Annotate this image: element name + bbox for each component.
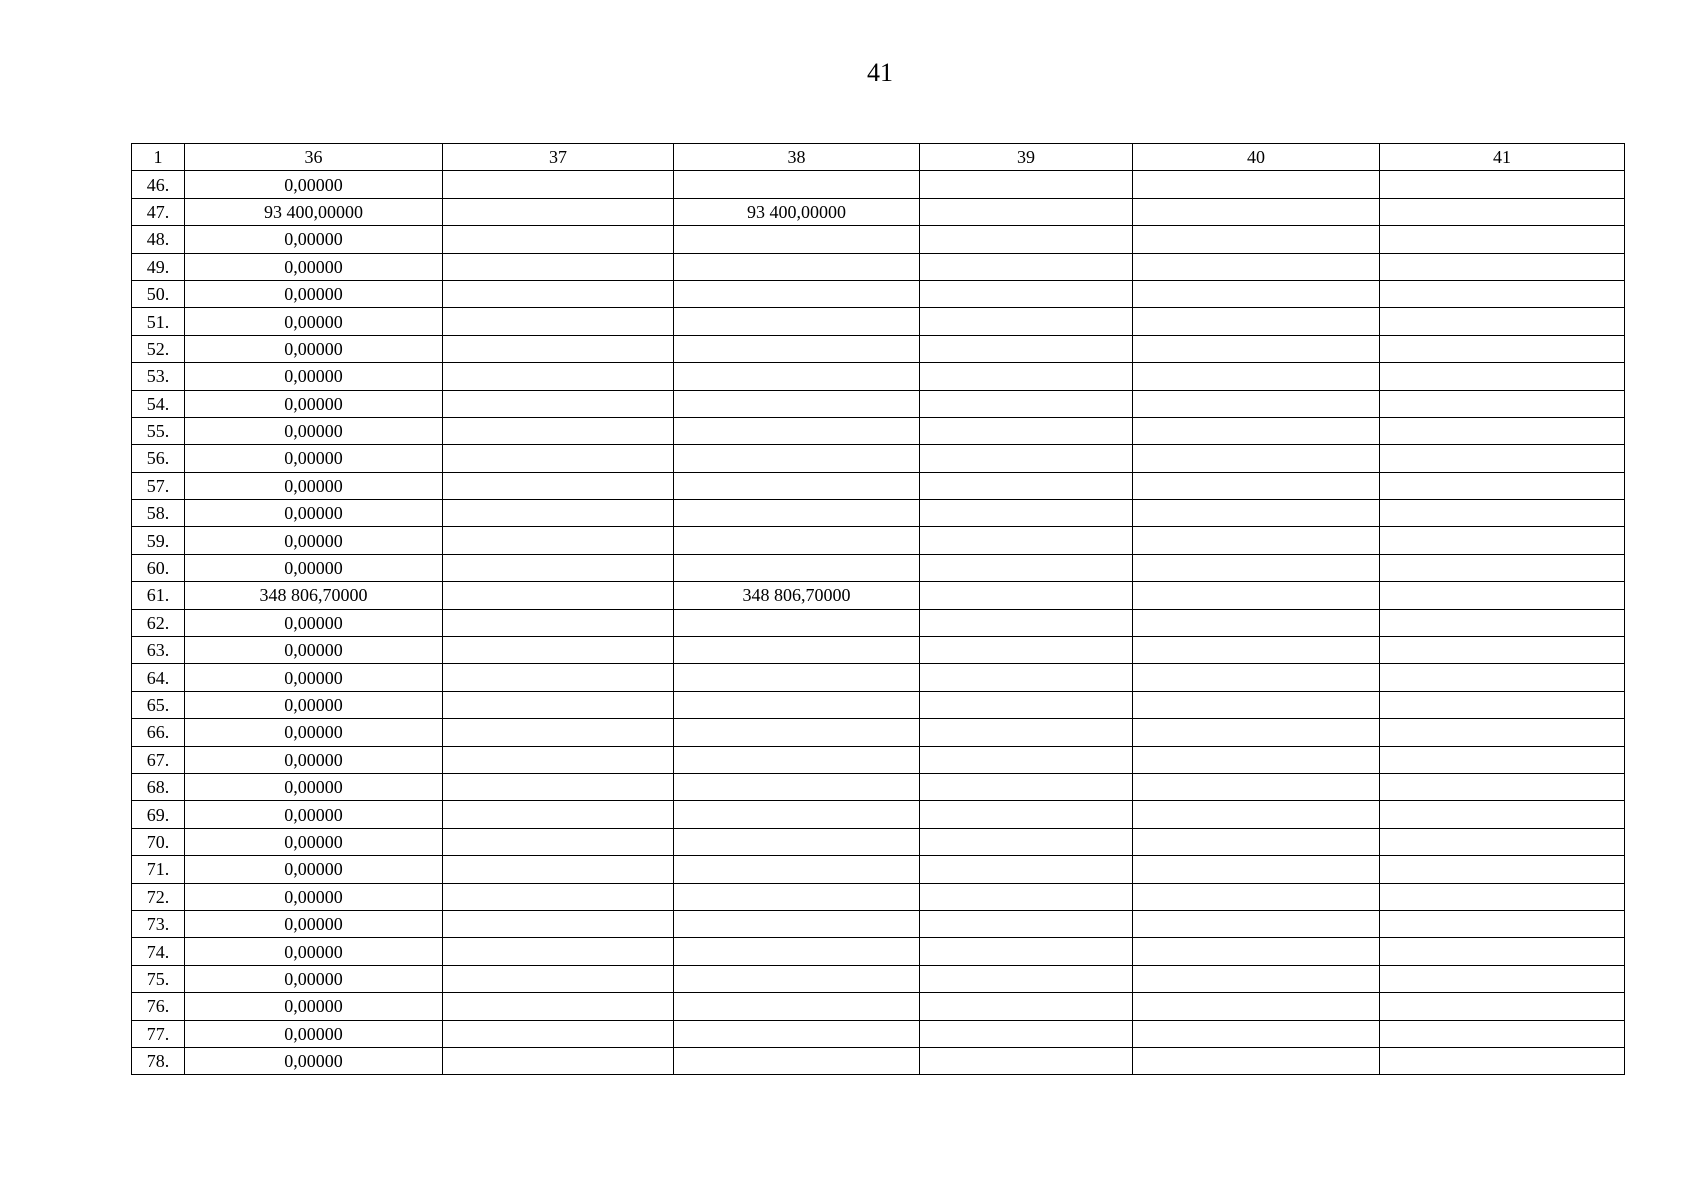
header-cell: 1	[132, 144, 185, 171]
table-cell: 0,00000	[185, 801, 443, 828]
table-cell	[1133, 637, 1380, 664]
table-cell	[920, 637, 1133, 664]
table-cell: 0,00000	[185, 417, 443, 444]
row-number-cell: 58.	[132, 500, 185, 527]
table-cell	[443, 1047, 674, 1074]
table-cell	[920, 883, 1133, 910]
table-row	[132, 226, 1625, 253]
table-cell	[920, 363, 1133, 390]
row-number-cell: 64.	[132, 664, 185, 691]
table-cell	[443, 856, 674, 883]
table-cell	[1133, 582, 1380, 609]
table-cell	[443, 910, 674, 937]
header-cell: 39	[920, 144, 1133, 171]
table-row	[132, 445, 1625, 472]
table-cell: 0,00000	[185, 226, 443, 253]
table-cell	[920, 198, 1133, 225]
table-row	[132, 171, 1625, 198]
table-cell: 0,00000	[185, 883, 443, 910]
row-number-cell: 70.	[132, 828, 185, 855]
row-number-cell: 61.	[132, 582, 185, 609]
table-cell	[920, 719, 1133, 746]
table-cell	[1380, 856, 1625, 883]
row-number-cell: 52.	[132, 335, 185, 362]
table-cell: 0,00000	[185, 280, 443, 307]
table-cell	[674, 445, 920, 472]
table-cell	[1133, 171, 1380, 198]
table-cell	[443, 390, 674, 417]
header-cell: 40	[1133, 144, 1380, 171]
table-cell	[1380, 582, 1625, 609]
table-cell	[1133, 828, 1380, 855]
table-cell	[674, 993, 920, 1020]
table-cell	[1380, 609, 1625, 636]
table-cell	[1133, 198, 1380, 225]
table-cell	[674, 801, 920, 828]
table-cell: 0,00000	[185, 910, 443, 937]
table-cell	[1380, 500, 1625, 527]
row-number-cell: 74.	[132, 938, 185, 965]
table-cell	[1133, 801, 1380, 828]
table-cell	[920, 582, 1133, 609]
table-cell	[920, 308, 1133, 335]
table-cell	[1133, 280, 1380, 307]
table-row	[132, 965, 1625, 992]
table-cell	[920, 417, 1133, 444]
table-cell	[1380, 691, 1625, 718]
table-cell: 0,00000	[185, 308, 443, 335]
table-cell: 0,00000	[185, 363, 443, 390]
table-cell	[1380, 198, 1625, 225]
table-cell	[1380, 417, 1625, 444]
table-row	[132, 664, 1625, 691]
table-cell	[674, 828, 920, 855]
table-cell	[674, 363, 920, 390]
table-cell	[443, 500, 674, 527]
header-cell: 36	[185, 144, 443, 171]
table-cell: 0,00000	[185, 719, 443, 746]
table-cell	[1380, 280, 1625, 307]
table-cell	[1380, 445, 1625, 472]
table-cell	[1380, 554, 1625, 581]
table-cell	[443, 363, 674, 390]
table-cell	[1380, 1020, 1625, 1047]
table-cell	[674, 335, 920, 362]
table-cell	[674, 1020, 920, 1047]
table-cell	[443, 719, 674, 746]
table-cell	[920, 335, 1133, 362]
table-cell: 0,00000	[185, 472, 443, 499]
table-cell	[1133, 609, 1380, 636]
table-cell: 0,00000	[185, 965, 443, 992]
table-cell	[443, 883, 674, 910]
table-row	[132, 198, 1625, 225]
table-cell	[920, 609, 1133, 636]
table-row	[132, 801, 1625, 828]
table-cell	[1133, 1020, 1380, 1047]
table-cell	[920, 910, 1133, 937]
table-cell	[1380, 637, 1625, 664]
table-cell	[674, 253, 920, 280]
row-number-cell: 46.	[132, 171, 185, 198]
table-cell	[920, 226, 1133, 253]
table-row	[132, 609, 1625, 636]
table-cell: 0,00000	[185, 993, 443, 1020]
table-cell	[674, 938, 920, 965]
row-number-cell: 49.	[132, 253, 185, 280]
table-cell: 0,00000	[185, 828, 443, 855]
table-cell	[1380, 910, 1625, 937]
table-cell	[443, 609, 674, 636]
table-cell	[1380, 226, 1625, 253]
table-cell	[1133, 417, 1380, 444]
row-number-cell: 72.	[132, 883, 185, 910]
table-row	[132, 472, 1625, 499]
table-cell	[674, 390, 920, 417]
table-row	[132, 554, 1625, 581]
table-cell	[443, 938, 674, 965]
table-cell	[1133, 664, 1380, 691]
row-number-cell: 75.	[132, 965, 185, 992]
table-cell	[1133, 883, 1380, 910]
table-cell: 0,00000	[185, 171, 443, 198]
table-cell	[920, 801, 1133, 828]
table-cell: 0,00000	[185, 609, 443, 636]
table-cell	[443, 1020, 674, 1047]
table-cell: 348 806,70000	[185, 582, 443, 609]
table-cell	[920, 554, 1133, 581]
table-cell	[1380, 472, 1625, 499]
table-cell	[443, 445, 674, 472]
table-cell	[920, 280, 1133, 307]
table-cell	[1133, 527, 1380, 554]
table-cell	[1133, 773, 1380, 800]
table-cell	[1133, 554, 1380, 581]
data-table	[131, 143, 1625, 1075]
table-cell	[1133, 993, 1380, 1020]
table-cell: 0,00000	[185, 691, 443, 718]
table-cell	[920, 691, 1133, 718]
table-cell	[1380, 773, 1625, 800]
table-cell	[1133, 472, 1380, 499]
table-cell: 0,00000	[185, 1047, 443, 1074]
row-number-cell: 60.	[132, 554, 185, 581]
table-cell	[1133, 363, 1380, 390]
table-cell	[443, 582, 674, 609]
table-cell	[1133, 938, 1380, 965]
table-cell	[1380, 801, 1625, 828]
table-cell	[674, 746, 920, 773]
table-cell	[674, 1047, 920, 1074]
table-row	[132, 883, 1625, 910]
table-cell	[920, 773, 1133, 800]
table-cell	[674, 965, 920, 992]
table-cell	[443, 993, 674, 1020]
table-cell	[674, 308, 920, 335]
table-cell: 0,00000	[185, 637, 443, 664]
table-cell	[1133, 1047, 1380, 1074]
table-row	[132, 910, 1625, 937]
table-row	[132, 363, 1625, 390]
table-cell	[920, 500, 1133, 527]
table-cell	[674, 417, 920, 444]
table-cell: 0,00000	[185, 253, 443, 280]
row-number-cell: 76.	[132, 993, 185, 1020]
table-cell	[920, 938, 1133, 965]
table-cell	[1380, 363, 1625, 390]
table-cell	[920, 1020, 1133, 1047]
row-number-cell: 67.	[132, 746, 185, 773]
table-cell: 0,00000	[185, 554, 443, 581]
table-cell	[443, 527, 674, 554]
table-cell: 93 400,00000	[674, 198, 920, 225]
table-cell: 0,00000	[185, 390, 443, 417]
table-cell	[920, 171, 1133, 198]
table-cell: 0,00000	[185, 938, 443, 965]
table-row	[132, 993, 1625, 1020]
table-cell	[1133, 691, 1380, 718]
table-cell	[674, 527, 920, 554]
table-cell	[920, 993, 1133, 1020]
table-cell	[1133, 253, 1380, 280]
table-cell	[920, 472, 1133, 499]
table-row	[132, 500, 1625, 527]
table-cell: 0,00000	[185, 500, 443, 527]
table-cell	[920, 390, 1133, 417]
row-number-cell: 53.	[132, 363, 185, 390]
table-row	[132, 719, 1625, 746]
row-number-cell: 71.	[132, 856, 185, 883]
row-number-cell: 77.	[132, 1020, 185, 1047]
table-cell: 93 400,00000	[185, 198, 443, 225]
table-row	[132, 746, 1625, 773]
table-cell	[674, 856, 920, 883]
table-row	[132, 1020, 1625, 1047]
table-row	[132, 335, 1625, 362]
table-cell	[1380, 883, 1625, 910]
table-body	[132, 144, 1625, 1075]
table-cell	[920, 965, 1133, 992]
table-cell	[920, 746, 1133, 773]
table-cell	[1380, 993, 1625, 1020]
header-cell: 41	[1380, 144, 1625, 171]
table-cell	[443, 746, 674, 773]
row-number-cell: 73.	[132, 910, 185, 937]
table-cell	[1380, 938, 1625, 965]
header-cell: 37	[443, 144, 674, 171]
table-row	[132, 691, 1625, 718]
table-cell	[1380, 719, 1625, 746]
table-cell	[1380, 664, 1625, 691]
table-cell	[674, 226, 920, 253]
table-cell	[920, 527, 1133, 554]
row-number-cell: 50.	[132, 280, 185, 307]
row-number-cell: 51.	[132, 308, 185, 335]
table-cell	[443, 828, 674, 855]
table-row	[132, 938, 1625, 965]
table-cell	[674, 664, 920, 691]
table-cell: 0,00000	[185, 1020, 443, 1047]
table-cell	[674, 472, 920, 499]
table-cell: 0,00000	[185, 335, 443, 362]
table-cell	[920, 253, 1133, 280]
row-number-cell: 68.	[132, 773, 185, 800]
table-cell	[1380, 828, 1625, 855]
table-cell	[674, 171, 920, 198]
table-cell	[1380, 527, 1625, 554]
table-cell	[443, 171, 674, 198]
row-number-cell: 54.	[132, 390, 185, 417]
table-cell	[443, 637, 674, 664]
table-cell	[443, 472, 674, 499]
table-cell	[1133, 965, 1380, 992]
row-number-cell: 59.	[132, 527, 185, 554]
table-cell	[443, 554, 674, 581]
table-cell	[920, 828, 1133, 855]
table-cell: 0,00000	[185, 527, 443, 554]
table-cell	[443, 198, 674, 225]
table-row	[132, 417, 1625, 444]
table-cell	[674, 883, 920, 910]
table-row	[132, 253, 1625, 280]
table-cell	[674, 500, 920, 527]
row-number-cell: 65.	[132, 691, 185, 718]
table-cell	[1380, 390, 1625, 417]
table-cell	[443, 280, 674, 307]
table-cell	[920, 856, 1133, 883]
table-cell	[920, 664, 1133, 691]
table-row	[132, 280, 1625, 307]
table-row	[132, 1047, 1625, 1074]
table-cell: 0,00000	[185, 773, 443, 800]
table-row	[132, 773, 1625, 800]
table-cell	[920, 445, 1133, 472]
table-cell	[443, 691, 674, 718]
table-cell	[1133, 226, 1380, 253]
table-row	[132, 308, 1625, 335]
table-cell	[443, 335, 674, 362]
table-cell: 0,00000	[185, 664, 443, 691]
table-cell	[1133, 500, 1380, 527]
table-cell	[674, 637, 920, 664]
row-number-cell: 48.	[132, 226, 185, 253]
table-row	[132, 828, 1625, 855]
table-row	[132, 390, 1625, 417]
table-row	[132, 527, 1625, 554]
table-cell	[674, 719, 920, 746]
table-cell	[674, 554, 920, 581]
table-cell	[443, 965, 674, 992]
row-number-cell: 69.	[132, 801, 185, 828]
table-cell	[674, 910, 920, 937]
table-row	[132, 856, 1625, 883]
header-cell: 38	[674, 144, 920, 171]
table-cell	[920, 1047, 1133, 1074]
table-cell	[1380, 171, 1625, 198]
table-cell	[1133, 719, 1380, 746]
table-cell	[443, 253, 674, 280]
table-cell	[1133, 746, 1380, 773]
table-cell	[1380, 746, 1625, 773]
table-cell	[443, 773, 674, 800]
table-cell	[674, 280, 920, 307]
table-row	[132, 582, 1625, 609]
table-cell	[443, 664, 674, 691]
table-cell: 0,00000	[185, 746, 443, 773]
table-cell	[1133, 910, 1380, 937]
page-number: 41	[867, 58, 893, 87]
table-cell: 0,00000	[185, 856, 443, 883]
table-cell	[1133, 445, 1380, 472]
table-cell	[1133, 335, 1380, 362]
row-number-cell: 57.	[132, 472, 185, 499]
table-cell	[1380, 308, 1625, 335]
table-cell	[1380, 335, 1625, 362]
table-cell	[1133, 856, 1380, 883]
table-cell	[443, 226, 674, 253]
row-number-cell: 56.	[132, 445, 185, 472]
table-cell	[1380, 1047, 1625, 1074]
row-number-cell: 78.	[132, 1047, 185, 1074]
row-number-cell: 47.	[132, 198, 185, 225]
table-cell	[674, 609, 920, 636]
table-cell	[443, 417, 674, 444]
table-row	[132, 637, 1625, 664]
table-cell	[1133, 390, 1380, 417]
row-number-cell: 66.	[132, 719, 185, 746]
row-number-cell: 55.	[132, 417, 185, 444]
row-number-cell: 62.	[132, 609, 185, 636]
table-cell	[1133, 308, 1380, 335]
table-cell	[1380, 965, 1625, 992]
table-cell	[674, 691, 920, 718]
table-header-row	[132, 144, 1625, 171]
row-number-cell: 63.	[132, 637, 185, 664]
table-cell	[443, 308, 674, 335]
table-cell: 0,00000	[185, 445, 443, 472]
table-cell	[1380, 253, 1625, 280]
table-cell	[443, 801, 674, 828]
table-cell: 348 806,70000	[674, 582, 920, 609]
table-cell	[674, 773, 920, 800]
